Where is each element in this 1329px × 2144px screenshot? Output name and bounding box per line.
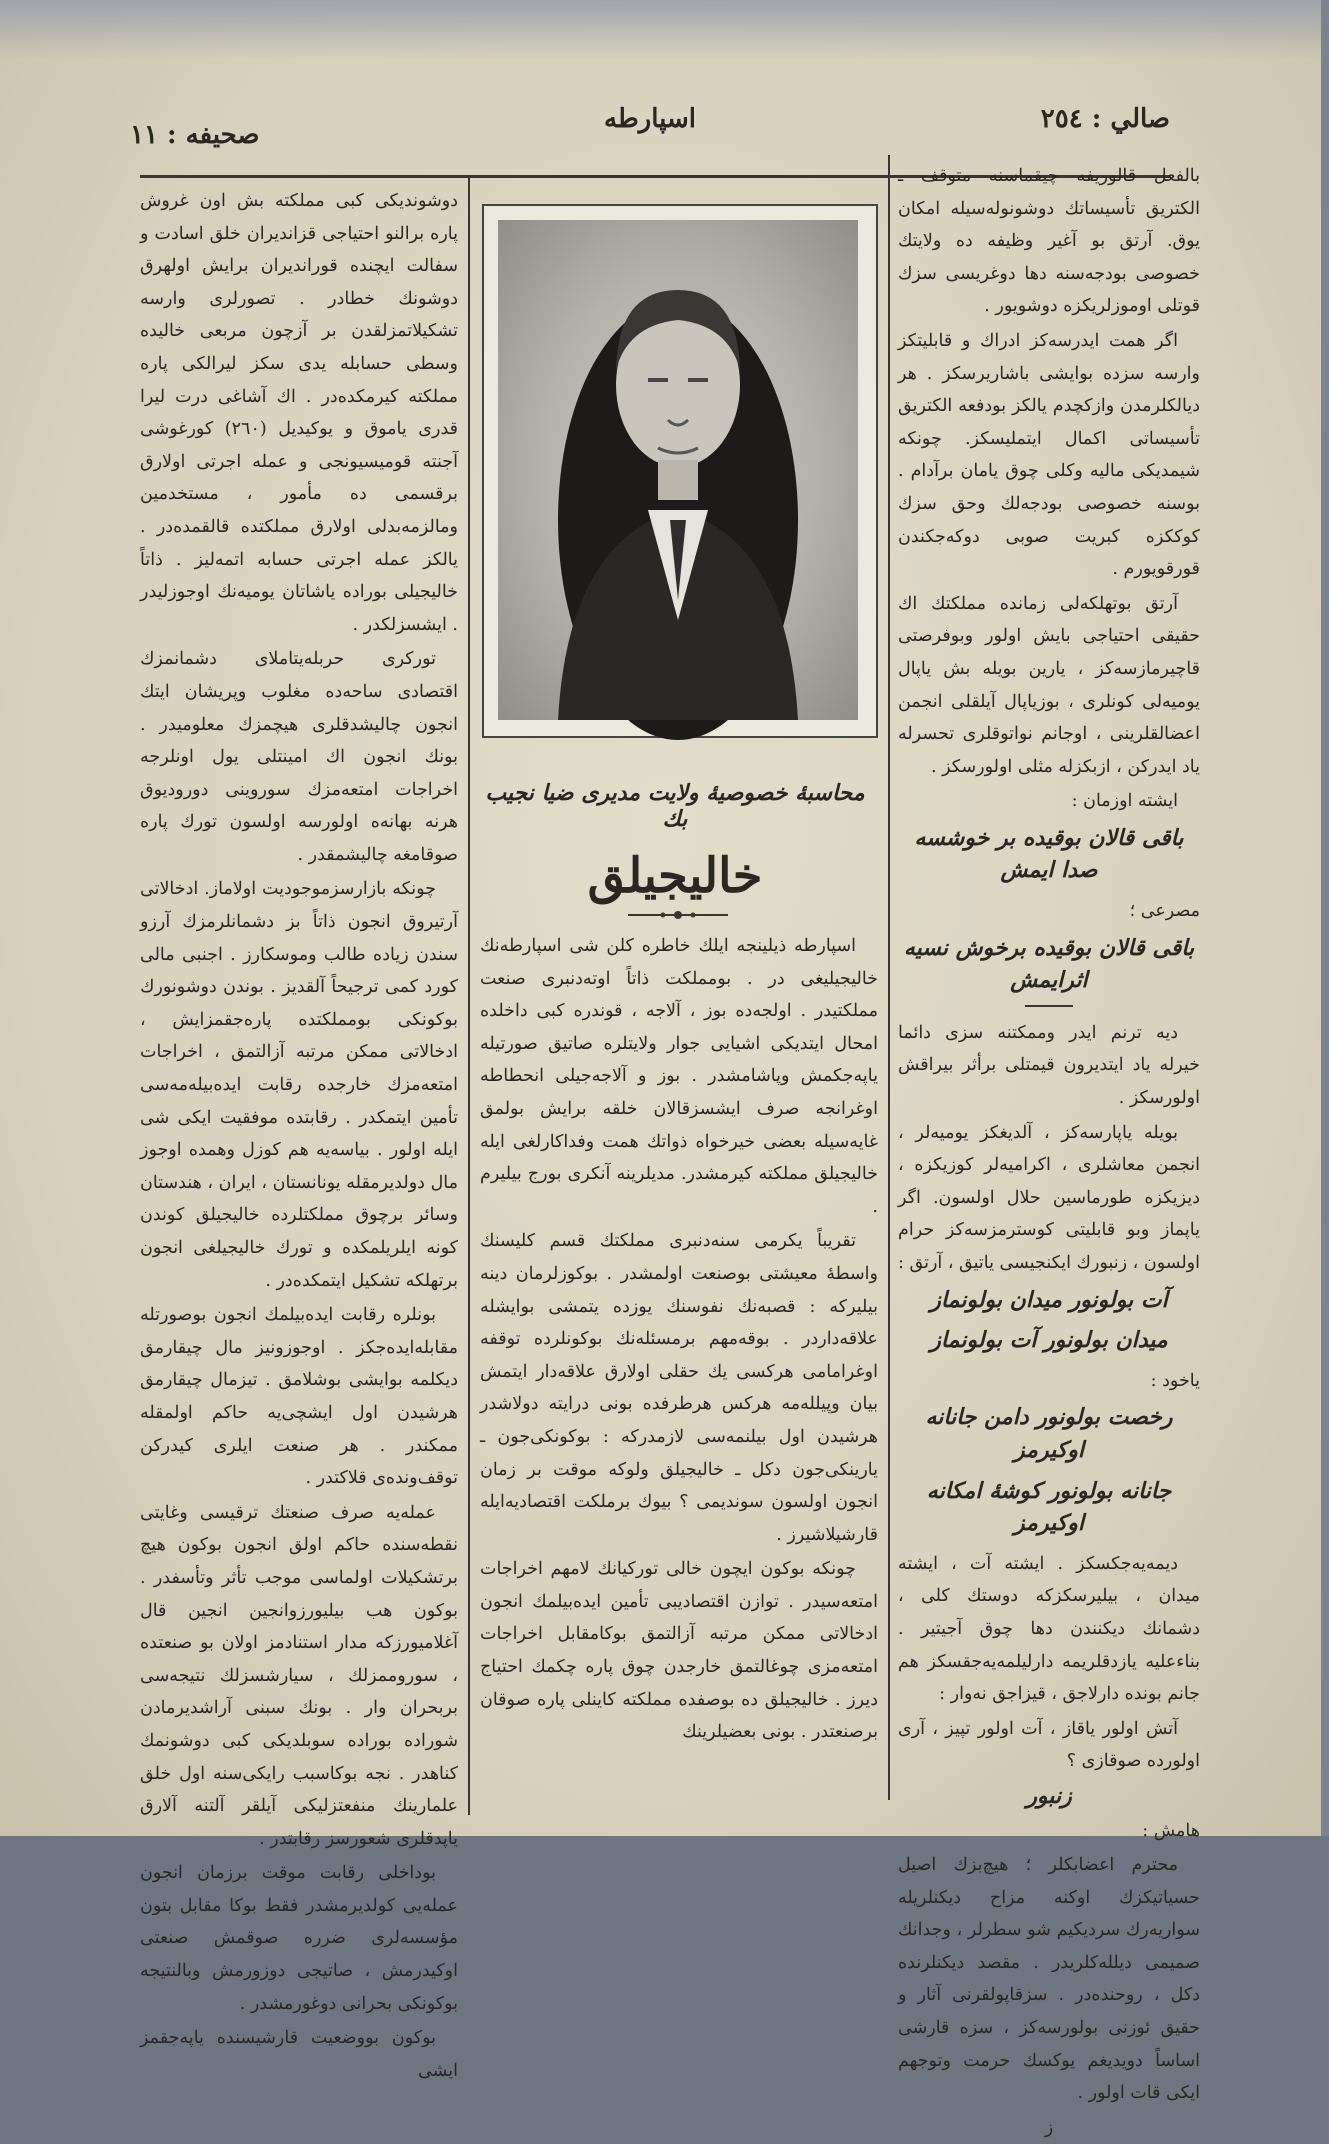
label: مصرعی ؛ — [1129, 901, 1200, 922]
separator — [1025, 1005, 1073, 1007]
paragraph: اسپارطه ذیلینجه ایلك خاطره کلن شی اسپارطه‌نك خالیجیلیغی در . بومملکت ذاتاً اوته‌دنبری صنعت مملکتیدر . اولجه‌ده بوز ، آلاجه ، قوندره کبی داخلده امحال ایتدیکی اشیایی جوار ولایتلره صاتیق صورتیله یاپه‌جکمش وپاشامشدر . بوز و آلاجه‌جیلی انحطاطه اوغرانجه صرف ایشسزقالان خلقه برایش بولمق غایه‌سیله بعضی خیرخواه ذواتك همت وفداکارلغی ایله خالیجیلق مملکته کیرمشدر. مدیلرینه آنکری بورج بیلیرم . — [480, 936, 878, 1217]
verse-line: رخصت بولونور دامن جانانه اوکیرمز — [925, 1404, 1173, 1463]
paragraph: چونکه بازارسزموجودیت اولاماز. ادخالاتی آرتیروق انجون ذاتاً بز دشمانلرمزك آرزو سندن زیاده طالب وموسکارز . اجنبی مالی کورد کمی ترجیحاً آلقدیز . بوندن دوشونورك بوکونکی بومملکتده پاره‌جقمزایش ، ادخالاتی ممکن مرتبه آزالتمق ، اخراجات امتعه‌مزك خارجده رقابت ایده‌بیله‌مه‌سی تأمین ایتمکدر . رقابتده موفقیت ایکی شی ایله اولور . بیاسه‌یه هم کوزل وهمده اوجوز مال دولدیرمقله یونانستان ، ایران ، هندستان وسائر برچوق مملکتلرده خالیجیلق کوندن کونه ایلریلمکده و تورك خالیجیلغی انجون برتهلکه تشکیل ایتمکده‌در . — [140, 879, 458, 1291]
paragraph: بالفعل قالوریفه چیقماسنه متوقف ـ الکتریق تأسیساتك دوشونوله‌سیله امکان یوق. آرتق بو آغیر وظیفه ده ولایتك خصوصی بودجه‌سنه دها دوغریسی سزك قوتلی اوموزلریکزه دوشویور . — [898, 166, 1200, 317]
end-mark: ز — [1044, 2117, 1054, 2138]
verse-line: آت بولونور میدان بولونماز — [930, 1286, 1168, 1313]
page-top-shadow — [0, 0, 1329, 60]
page-right-edge — [1321, 0, 1329, 1836]
paragraph: بونلره رقابت ایده‌بیلمك انجون بوصورتله مقابله‌ایده‌جکز . اوجوزونیز مال چیقارمق دیکلمه بوایشی بوشلامق . تیزمال چیقارمق هرشیدن اول ایشچی‌یه حاکم اولمقله ممکندر . هر صنعت ایلری کیدرکن توقف‌ونده‌ی قلاکتدر . — [140, 1305, 458, 1489]
paragraph: آرتق بوتهلکه‌لی زمانده مملکتك اك حقیقی احتیاجی بایش اولور وبوفرصتی قاچیرمازسه‌کز ، یارین بویله بش یاپال یومیه‌لی کونلری ، بوزیاپال آیلقلی انجمن اعضالقلرینی ، اوجانم نواتوقلری تحسرله یاد ایدرکن ، ازبکزله مثلی اولورسکز . — [898, 593, 1200, 777]
signature: زنبور — [1026, 1782, 1072, 1809]
right-column — [898, 160, 1200, 2138]
paragraph: بویله یاپارسه‌کز ، آلدیغکز یومیه‌لر ، انجمن معاشلری ، اکرامیه‌لر کوزیکزه ، دیزیکزه طورماسین حلال اولسون. اگر یاپماز وبو قابلیتی کوسترمزسه‌کز حرام اولسون ، زنبورك ایکنجیسی یاتیق ، آرتق : — [898, 1122, 1200, 1273]
page-number: صحيفه : ١١ — [130, 120, 260, 150]
page-header — [130, 104, 1170, 154]
portrait-photo — [498, 220, 858, 720]
paragraph: دیمه‌یه‌جکسکز . ایشته آت ، ایشته میدان ، بیلیرسکزکه دوستك کلی ، دشمانك دیکنندن دها چوق آجیتیر . بناءعلیه یازدقلریمه دارلیلمه‌یه‌جقسکز هم جانم بونده دارلاجق ، قیزاجق نه‌وار : — [898, 1553, 1200, 1705]
column-divider-right — [888, 155, 890, 1800]
paragraph: دیه ترنم ایدر وممکتنه سزی دائما خیرله یاد ایتدیرون قیمتلی برأثر بیراقش اولورسکز . — [898, 1022, 1200, 1109]
left-column — [140, 185, 459, 2081]
portrait-frame — [482, 204, 878, 738]
paragraph: چونکه بوکون ایچون خالی تورکیانك لامهم اخراجات امتعه‌سیدر . توازن اقتصادیبی تأمین ایده‌بیلمك انجون ادخالاتی ممکن مرتبه آزالتمق بوکامقابل اخراجات امتعه‌مزی چوغالتمق خارجدن چوق پاره چکمك احتیاج دیرز . خالیجیلق ده بوصفده مملکته کاینلی پاره صوقان برصنعتدر . بونی بعضیلرینك — [480, 1559, 878, 1743]
portrait-illustration — [498, 220, 858, 720]
title-ornament — [628, 908, 728, 922]
paragraph: محترم اعضابکلر ؛ هیچ‌بزك اصیل حسیاتیکزك اوکنه مزاح دیکنلریله سواریه‌رك سردیکیم شو سطرلر ، وجدانك صمیمی دیلله‌کلریدر . مقصد دیکنلرنده دکل ، روحنده‌در . سزقاپولقرنی آثار و حقیق ئوزنی بولورسه‌کز ، سزه قارشی اساساً دویدیغم یوکسك حرمت وتوجهم ایکی قات اولور . — [898, 1855, 1200, 2104]
photo-caption: محاسبهٔ خصوصیهٔ ولایت مدیری ضیا نجیب بك — [485, 780, 865, 832]
paragraph: تقریباً یکرمی سنه‌دنبری مملکتك قسم کلیسنك واسطهٔ معیشتی بوصنعت اولمشدر . بوکوزلرمان دینه بیلیرکه : قصبه‌نك نفوسنك یوزده یتمشی بوایشله علاقه‌داردر . بوقه‌مهم برمسئله‌نك بوکونلرده توقفه اوغرامامی هرکسی یك حقلی اولارق علاقه‌دار ایتمش بیان وپیلله‌مه هرکس هرطرفده بونی درایته دولاشدر هرشیدن اول بیلنمه‌سی لازمدرکه : بوکونکی‌جون ـ یارینکی‌جون دکل ـ خالیجیلق ولوکه موقت بر زمان انجون اولسون سوندیمی ؟ بیوك برملکت اقتصادیه‌ایله قارشیلاشیرز . — [480, 1231, 878, 1545]
paragraph: بوکون بووضعیت قارشیسنده یاپه‌جقمز ایشی — [140, 2028, 458, 2081]
verse-line: باقی قالان بوقیده بر خوشسه صدا ایمش — [914, 824, 1184, 884]
label: هامش : — [1142, 1820, 1200, 1841]
column-divider-left — [468, 175, 470, 1815]
verse-line: باقی قالان بوقیده برخوش نسیه اثرایمش — [903, 934, 1195, 994]
paragraph: اگر همت ایدرسه‌کز ادراك و قابلیتکز وارسه سزده بوایشی باشاریرسکز . هر دیالکلرمدن وازکچدم یالکز بودفعه الکتریق تأسیساتی اکمال ایتملیسکز. چونکه شیمدیکی مالیه وکلی چوق یامان برآدام . بوسنه خصوصی بودجه‌لك وحق سزك کوککزه کبریت صوبی دوکه‌جکندن قورقویورم . — [898, 330, 1200, 580]
paragraph: آتش اولور یاقاز ، آت اولور تپیز ، آری اولورده صوقازی ؟ — [898, 1718, 1200, 1772]
article-title: خالیجیلق — [587, 848, 763, 904]
paragraph: تورکری حربله‌یتاملای دشمانمزك اقتصادی ساحه‌ده مغلوب وپریشان ایتك انجون چالیشدقلری هیچمزك معلومیدر . بونك انجون اك امینتلی یول اونلرجه اخراجات امتعه‌مزك سوروینی دورودیوق هرنه بهانه‌ه اولورسه اولسون تورك پاره صوقامغه چالیشمقدر . — [140, 649, 458, 865]
paragraph: دوشوندیکی کبی مملکته بش اون غروش پاره برالنو احتیاجی قزاندیران خلق اسادت و سفالت ایچنده قوراندیران برایش اولهرق دوشونك خطادر . تصورلری وارسه تشکیلاتمزلقدن بر آزچون مربعی خالیده وسطی حسابله یدی سکز لیرالکی پاره مملکته کیرمکده‌در . اك آشاغی درت لیرا قدری یاموق و یوکیدیل (٢٦٠) کورغوشی آجنته قومیسیونجی و عمله اجرتی اولارق برقسمی ده مأمور ، مستخدمین ومالزمه‌بدلی اولارق مملکتده قالقمده‌در . یالکز عمله اجرتی حسابه اتمه‌لیز . ذاتاً خالیجیلی بوراده یاشاتان یومیه‌نك اوجوزلیدر . ایشسزلکدر . — [140, 191, 459, 635]
verse-line: جانانه بولونور کوشهٔ امکانه اوکیرمز — [926, 1477, 1172, 1537]
middle-column — [480, 930, 878, 1810]
paragraph: ایشته اوزمان : — [1071, 791, 1178, 812]
verse-line: میدان بولونور آت بولونماز — [930, 1327, 1168, 1354]
newspaper-name: اسپارطه — [604, 104, 696, 134]
paragraph: عمله‌یه صرف صنعتك ترقیسی وغایتی نقطه‌سنده حاکم اولق انجون بوکون هیچ برتشکیلات اولماسی موجب تأثر وتأسفدر . بوکون هب بیلیورزوانجین انجین قال آغلامیورزکه مدار استنادمز اولان بو صنعتده ، سوروممزلك ، سیارشسزلك نتیجه‌سی بربحران وار . بونك سبنی آراشدیرمادن شوراده بوراده سوبلدیکی کبی دوشونمك کناهدر . نجه بوکاسبب رایکی‌سنه اول خلق علمارینك منفعتزلیکی آیلقر آلتنه آلارق یاپدقلری شعورسز رقابتدر . — [140, 1502, 458, 1849]
paragraph: بوداخلی رقابت موقت برزمان انجون عمله‌یی کولدیرمشدر فقط بوکا مقابل بتون مؤسسه‌لری ضرره صوقمش صنعتی اوکیدرمش ، صاتیجی دوزورمش وبالنتیجه بوکونکی بحرانی دوغورمشدر . — [140, 1863, 458, 2014]
label: یاخود : — [1150, 1370, 1200, 1391]
issue-label: صالي : ٢٥٤ — [1040, 104, 1170, 134]
